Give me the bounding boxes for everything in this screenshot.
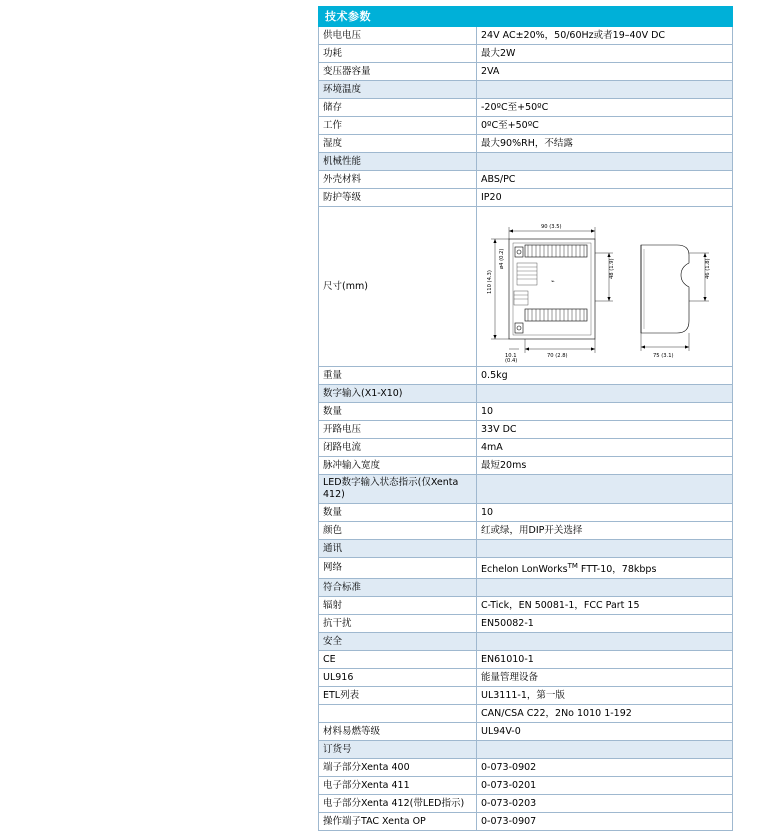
- table-row: [319, 795, 733, 813]
- table-row: [319, 189, 733, 207]
- table-row: [319, 45, 733, 63]
- row-label: UL916: [319, 669, 477, 687]
- table-section-row: [319, 741, 733, 759]
- row-label: 工作: [319, 117, 477, 135]
- table-title-row: [319, 7, 733, 27]
- row-value: 红或绿，用DIP开关选择: [477, 522, 733, 540]
- row-value: UL3111-1，第一版: [477, 687, 733, 705]
- dim-bottom-label: 70 (2.8): [547, 353, 568, 359]
- section-label: 订货号: [319, 741, 477, 759]
- row-label: 储存: [319, 99, 477, 117]
- row-label: 数量: [319, 403, 477, 421]
- table-body: [319, 7, 733, 831]
- row-value: 能量管理设备: [477, 669, 733, 687]
- row-value: IP20: [477, 189, 733, 207]
- section-value: [477, 579, 733, 597]
- section-value: [477, 81, 733, 99]
- table-section-row: [319, 540, 733, 558]
- section-value: [477, 633, 733, 651]
- table-section-row: [319, 385, 733, 403]
- row-label: 尺寸(mm): [319, 207, 477, 367]
- section-label: 环境温度: [319, 81, 477, 99]
- dim-front-right-label: 48 (1.9): [609, 258, 615, 279]
- table-section-row: [319, 633, 733, 651]
- section-label: LED数字输入状态指示(仅Xenta 412): [319, 475, 477, 504]
- row-label: 端子部分Xenta 400: [319, 759, 477, 777]
- row-label: 重量: [319, 367, 477, 385]
- row-value: -20ºC至+50ºC: [477, 99, 733, 117]
- row-value: 0-073-0902: [477, 759, 733, 777]
- row-label: ETL列表: [319, 687, 477, 705]
- section-label: 符合标准: [319, 579, 477, 597]
- row-label: 操作端子TAC Xenta OP: [319, 813, 477, 831]
- row-value: 0.5kg: [477, 367, 733, 385]
- table-row: [319, 403, 733, 421]
- row-value: 24V AC±20%，50/60Hz或者19–40V DC: [477, 27, 733, 45]
- table-row: [319, 777, 733, 795]
- section-value: [477, 385, 733, 403]
- row-label: 防护等级: [319, 189, 477, 207]
- row-value-network: [477, 558, 733, 579]
- section-label: 机械性能: [319, 153, 477, 171]
- row-label: 湿度: [319, 135, 477, 153]
- row-value: 10: [477, 403, 733, 421]
- row-label: 外壳材料: [319, 171, 477, 189]
- row-label: 抗干扰: [319, 615, 477, 633]
- section-value: [477, 540, 733, 558]
- row-value: C-Tick，EN 50081-1，FCC Part 15: [477, 597, 733, 615]
- table-row: [319, 135, 733, 153]
- dim-bottom-small-label-2: (0.4): [505, 358, 518, 364]
- table-row: [319, 669, 733, 687]
- section-label: 通讯: [319, 540, 477, 558]
- table-row: [319, 687, 733, 705]
- dim-side-right-label: 46 (1.8): [705, 258, 711, 279]
- row-value: 2VA: [477, 63, 733, 81]
- table-row: [319, 27, 733, 45]
- table-row: [319, 99, 733, 117]
- table-row: [319, 651, 733, 669]
- dim-left-inner-label: ø4 (0.2): [499, 248, 505, 269]
- table-row: [319, 723, 733, 741]
- table-row: [319, 171, 733, 189]
- technical-specification-table: [318, 6, 733, 831]
- row-value: 最大90%RH，不结露: [477, 135, 733, 153]
- row-label: 颜色: [319, 522, 477, 540]
- section-value: [477, 741, 733, 759]
- row-value: UL94V-0: [477, 723, 733, 741]
- table-row: [319, 597, 733, 615]
- dimension-drawing: [481, 209, 728, 364]
- section-value: [477, 153, 733, 171]
- section-value: [477, 475, 733, 504]
- row-value: 0-073-0907: [477, 813, 733, 831]
- table-section-row: [319, 81, 733, 99]
- row-label: 材料易燃等级: [319, 723, 477, 741]
- table-row: [319, 457, 733, 475]
- table-section-row: [319, 579, 733, 597]
- row-value: CAN/CSA C22，2No 1010 1-192: [477, 705, 733, 723]
- table-section-row: [319, 475, 733, 504]
- table-title: 技术参数: [319, 7, 733, 27]
- row-value: EN61010-1: [477, 651, 733, 669]
- row-value: 4mA: [477, 439, 733, 457]
- table-row: [319, 63, 733, 81]
- row-label: 电子部分Xenta 411: [319, 777, 477, 795]
- table-row: [319, 558, 733, 579]
- network-value: Echelon LonWorks: [481, 564, 568, 576]
- dimension-drawing-cell: [477, 207, 733, 367]
- row-value: 最大2W: [477, 45, 733, 63]
- section-label: 安全: [319, 633, 477, 651]
- table-row: [319, 813, 733, 831]
- row-value: 0-073-0201: [477, 777, 733, 795]
- dim-left-outer-label: 110 (4.3): [487, 270, 493, 294]
- dim-bottom-small-label: 10.1: [505, 353, 517, 359]
- table-row: [319, 117, 733, 135]
- dimensions-row: [319, 207, 733, 367]
- row-value: 10: [477, 504, 733, 522]
- row-value: 最短20ms: [477, 457, 733, 475]
- table-row: [319, 759, 733, 777]
- table-row: [319, 367, 733, 385]
- table-row: [319, 421, 733, 439]
- table-row: [319, 522, 733, 540]
- row-label: 功耗: [319, 45, 477, 63]
- section-label: 数字输入(X1-X10): [319, 385, 477, 403]
- row-label: CE: [319, 651, 477, 669]
- table-row: [319, 615, 733, 633]
- table-row: [319, 705, 733, 723]
- row-label: 供电电压: [319, 27, 477, 45]
- row-label: 电子部分Xenta 412(带LED指示): [319, 795, 477, 813]
- row-label: 辐射: [319, 597, 477, 615]
- row-value: 0ºC至+50ºC: [477, 117, 733, 135]
- svg-text:⌁: ⌁: [551, 278, 555, 285]
- row-label: 脉冲输入宽度: [319, 457, 477, 475]
- dim-side-bottom-label: 75 (3.1): [653, 353, 674, 359]
- table-row: [319, 504, 733, 522]
- row-value: ABS/PC: [477, 171, 733, 189]
- row-value: EN50082-1: [477, 615, 733, 633]
- row-label: 网络: [319, 558, 477, 579]
- row-label: 开路电压: [319, 421, 477, 439]
- table-section-row: [319, 153, 733, 171]
- row-label: 数量: [319, 504, 477, 522]
- row-label: [319, 705, 477, 723]
- row-value: 0-073-0203: [477, 795, 733, 813]
- row-value: 33V DC: [477, 421, 733, 439]
- row-label: 变压器容量: [319, 63, 477, 81]
- row-label: 闭路电流: [319, 439, 477, 457]
- network-value-tail: FTT-10，78kbps: [577, 564, 657, 576]
- dim-top-label: 90 (3.5): [541, 224, 562, 230]
- trademark-superscript: TM: [567, 562, 578, 570]
- table-row: [319, 439, 733, 457]
